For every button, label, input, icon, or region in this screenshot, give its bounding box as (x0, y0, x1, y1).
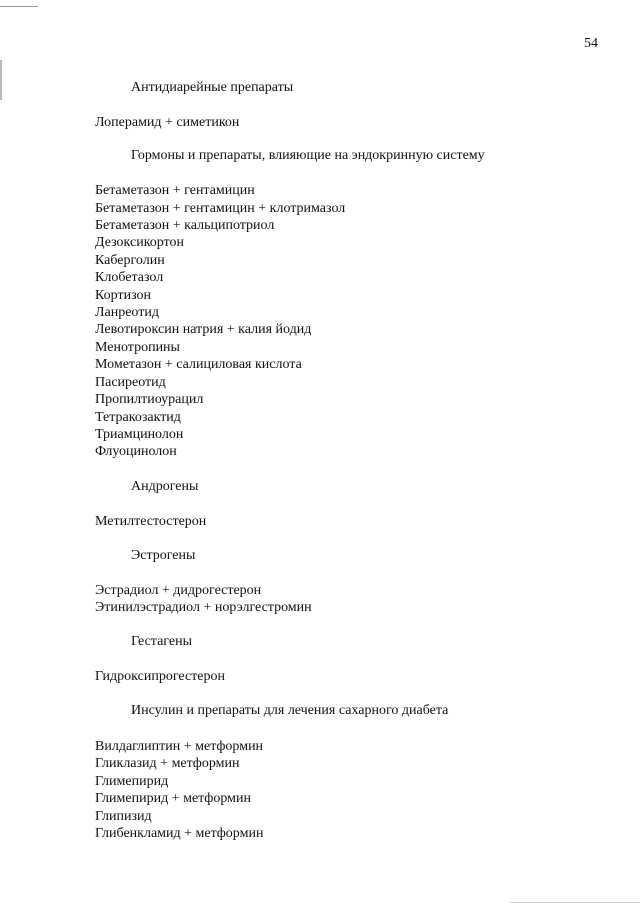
scan-edge-mark (0, 6, 38, 7)
list-item: Дезоксикортон (95, 235, 185, 250)
list-item: Глимепирид (95, 774, 169, 789)
section-heading: Эстрогены (131, 548, 196, 563)
page-number: 54 (584, 36, 598, 51)
list-item: Глибенкламид + метформин (95, 826, 264, 841)
list-item: Эстрадиол + дидрогестерон (95, 583, 262, 598)
scan-edge-mark (510, 902, 640, 903)
list-item: Лоперамид + симетикон (95, 115, 240, 130)
list-item: Бетаметазон + кальципотриол (95, 218, 275, 233)
list-item: Левотироксин натрия + калия йодид (95, 322, 312, 337)
section-heading: Инсулин и препараты для лечения сахарного диабета (131, 703, 449, 718)
list-item: Триамцинолон (95, 427, 184, 442)
list-item: Метилтестостерон (95, 514, 207, 529)
list-item: Гликлазид + метформин (95, 756, 240, 771)
list-item: Клобетазол (95, 270, 164, 285)
list-item: Пропилтиоурацил (95, 392, 204, 407)
list-item: Бетаметазон + гентамицин (95, 183, 255, 198)
list-item: Гидроксипрогестерон (95, 669, 225, 684)
list-item: Мометазон + салициловая кислота (95, 357, 302, 372)
list-item: Глимепирид + метформин (95, 791, 251, 806)
list-item: Этинилэстрадиол + норэлгестромин (95, 600, 312, 615)
section-heading: Гормоны и препараты, влияющие на эндокринную систему (131, 148, 485, 163)
section-heading: Антидиарейные препараты (131, 80, 294, 95)
list-item: Бетаметазон + гентамицин + клотримазол (95, 201, 346, 216)
list-item: Тетракозактид (95, 410, 181, 425)
list-item: Пасиреотид (95, 375, 166, 390)
list-item: Глипизид (95, 809, 152, 824)
list-item: Вилдаглиптин + метформин (95, 739, 264, 754)
list-item: Менотропины (95, 340, 180, 355)
section-heading: Гестагены (131, 634, 192, 649)
list-item: Каберголин (95, 253, 165, 268)
list-item: Кортизон (95, 288, 152, 303)
section-heading: Андрогены (131, 479, 199, 494)
list-item: Ланреотид (95, 305, 159, 320)
scan-edge-mark (0, 60, 2, 100)
list-item: Флуоцинолон (95, 444, 177, 459)
